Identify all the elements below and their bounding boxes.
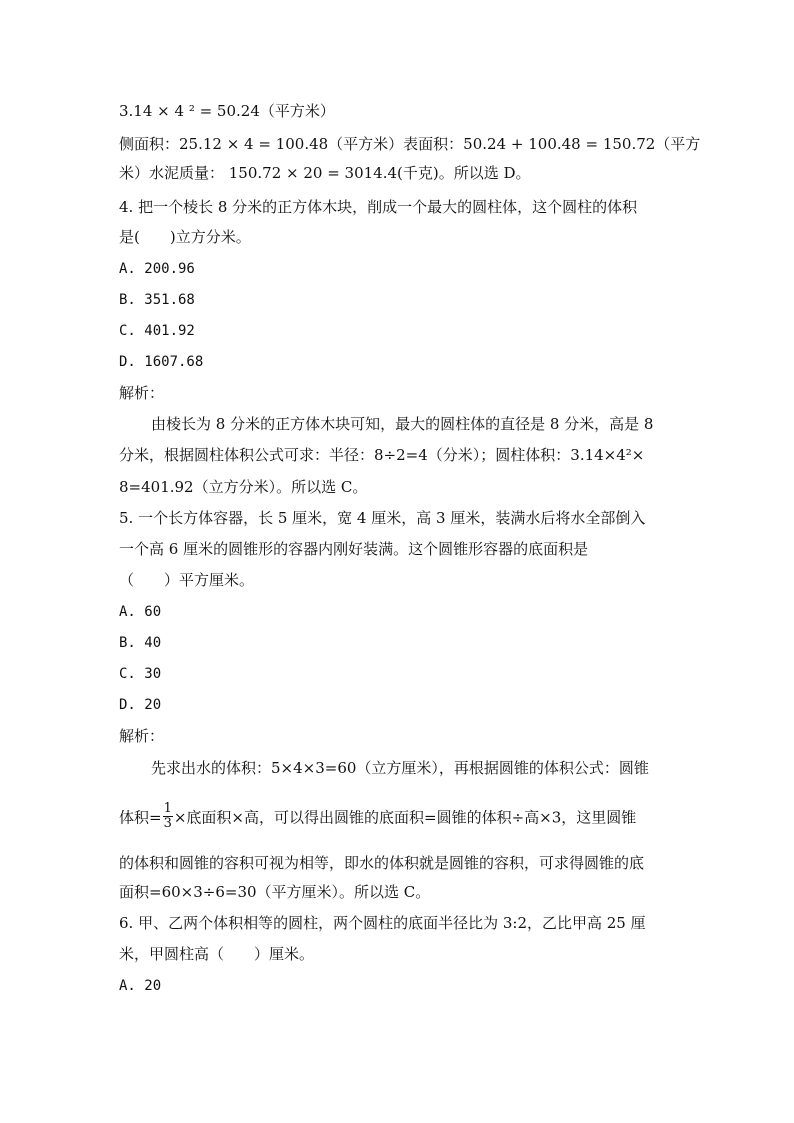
question-6-stem-cont: 米，甲圆柱高（ ）厘米。: [119, 945, 315, 963]
question-5-analysis-1: 先求出水的体积：5×4×3=60（立方厘米），再根据圆锥的体积公式：圆锥: [151, 759, 649, 777]
question-4-option-b: B. 351.68: [119, 292, 195, 308]
question-4-stem-cont: 是( )立方分米。: [119, 228, 251, 246]
question-4-option-a: A. 200.96: [119, 261, 195, 277]
question-5-analysis-2: [119, 801, 637, 831]
question-4-analysis-3: 8=401.92（立方分米）。所以选 C。: [119, 478, 368, 496]
question-5-analysis-3: 的体积和圆锥的容积可视为相等，即水的体积就是圆锥的容积，可求得圆锥的底: [119, 854, 645, 872]
fraction-one-third: [163, 802, 173, 831]
calc-line-area: 3.14 × 4 ² = 50.24（平方米）: [119, 102, 335, 120]
question-4-analysis-label: 解析：: [119, 384, 165, 402]
question-5-option-d: D. 20: [119, 697, 162, 713]
question-6-option-a: A. 20: [119, 978, 162, 994]
question-4-option-c: C. 401.92: [119, 323, 195, 339]
question-5-option-b: B. 40: [119, 635, 162, 651]
question-4-analysis-2: 分米，根据圆柱体积公式可求：半径：8÷2=4（分米）；圆柱体积：3.14×4²×: [119, 446, 645, 464]
question-6-stem: 6. 甲、乙两个体积相等的圆柱，两个圆柱的底面半径比为 3:2，乙比甲高 25 厘: [119, 914, 646, 932]
question-5-stem-cont2: （ ）平方厘米。: [119, 571, 255, 589]
question-5-stem-cont: 一个高 6 厘米的圆锥形的容器内刚好装满。这个圆锥形容器的底面积是: [119, 540, 589, 558]
question-4-analysis-1: 由棱长为 8 分米的正方体木块可知，最大的圆柱体的直径是 8 分米，高是 8: [151, 415, 654, 433]
formula-suffix: ×底面积×高，可以得出圆锥的底面积=圆锥的体积÷高×3，这里圆锥: [173, 808, 637, 827]
calc-line-mass: 米）水泥质量： 150.72 × 20 = 3014.4(千克)。所以选 D。: [119, 164, 531, 182]
question-5-stem: 5. 一个长方体容器，长 5 厘米，宽 4 厘米，高 3 厘米，装满水后将水全部倒入: [119, 509, 646, 527]
question-4-stem: 4. 把一个棱长 8 分米的正方体木块，削成一个最大的圆柱体，这个圆柱的体积: [119, 198, 638, 216]
question-5-analysis-4: 面积=60×3÷6=30（平方厘米）。所以选 C。: [119, 883, 431, 901]
fraction-denominator: 3: [163, 816, 172, 831]
fraction-numerator: 1: [163, 801, 172, 816]
question-5-analysis-label: 解析：: [119, 727, 165, 745]
question-4-option-d: D. 1607.68: [119, 354, 204, 370]
question-5-option-c: C. 30: [119, 666, 162, 682]
formula-prefix: 体积=: [119, 808, 162, 827]
calc-line-surface: 侧面积：25.12 × 4 = 100.48（平方米）表面积：50.24 + 100.48 = 150.72（平方: [119, 135, 701, 153]
question-5-option-a: A. 60: [119, 604, 162, 620]
